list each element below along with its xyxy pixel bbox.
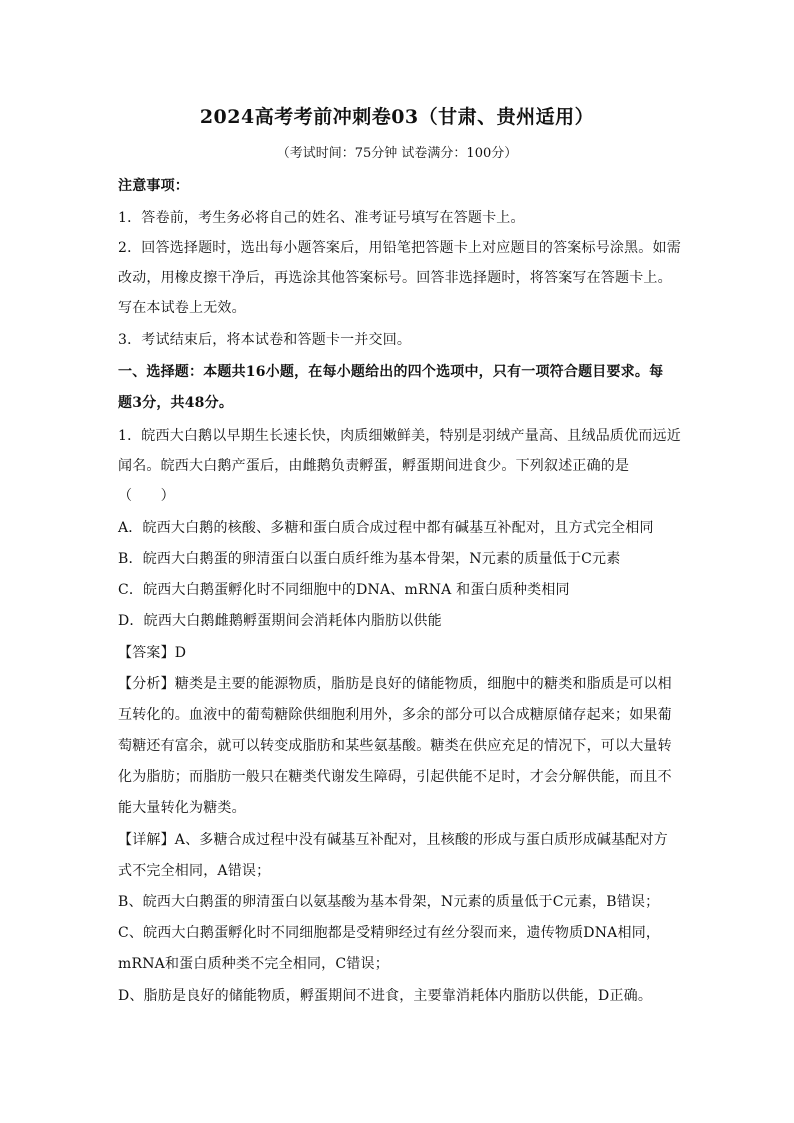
question-stem: 1．皖西大白鹅以早期生长速长快，肉质细嫩鲜美，特别是羽绒产量高、且绒品质优而远近 — [118, 428, 681, 444]
notice-item: 3．考试结束后，将本试卷和答题卡一并交回。 — [118, 332, 412, 348]
option-c: C．皖西大白鹅蛋孵化时不同细胞中的DNA、mRNA 和蛋白质种类相同 — [118, 582, 570, 598]
detail-line: 【详解】A、多糖合成过程中没有碱基互补配对，且核酸的形成与蛋白质形成碱基配对方 — [118, 832, 668, 848]
option-a: A．皖西大白鹅的核酸、多糖和蛋白质合成过程中都有碱基互补配对，且方式完全相同 — [118, 520, 654, 536]
notice-heading: 注意事项： — [118, 178, 189, 194]
section-heading: 一、选择题：本题共16小题，在每小题给出的四个选项中，只有一项符合题目要求。每 — [118, 364, 664, 380]
question-stem-bracket: （ ） — [118, 488, 175, 504]
notice-item: 1．答卷前，考生务必将自己的姓名、准考证号填写在答题卡上。 — [118, 210, 525, 226]
notice-item: 2．回答选择题时，选出每小题答案后，用铅笔把答题卡上对应题目的答案标号涂黑。如需 — [118, 240, 681, 256]
answer: 【答案】D — [118, 645, 187, 661]
analysis-line: 互转化的。血液中的葡萄糖除供细胞利用外，多余的部分可以合成糖原储存起来；如果葡 — [118, 707, 672, 723]
analysis-line: 萄糖还有富余，就可以转变成脂肪和某些氨基酸。糖类在供应充足的情况下，可以大量转 — [118, 738, 672, 754]
detail-line: B、皖西大白鹅蛋的卵清蛋白以氨基酸为基本骨架，N元素的质量低于C元素，B错误； — [118, 894, 660, 910]
analysis-line: 【分析】糖类是主要的能源物质，脂肪是良好的储能物质，细胞中的糖类和脂质是可以相 — [118, 676, 672, 692]
analysis-line: 化为脂肪；而脂肪一般只在糖类代谢发生障碍，引起供能不足时，才会分解供能，而且不 — [118, 769, 672, 785]
detail-line: 式不完全相同，A错误； — [118, 863, 271, 879]
analysis-line: 能大量转化为糖类。 — [118, 800, 246, 816]
notice-item: 改动，用橡皮擦干净后，再选涂其他答案标号。回答非选择题时，将答案写在答题卡上。 — [118, 270, 672, 286]
question-stem: 闻名。皖西大白鹅产蛋后，由雌鹅负责孵蛋，孵蛋期间进食少。下列叙述正确的是 — [118, 458, 630, 474]
exam-info: （考试时间：75分钟 试卷满分：100分） — [276, 146, 518, 161]
option-d: D．皖西大白鹅雌鹅孵蛋期间会消耗体内脂肪以供能 — [118, 613, 442, 629]
page-title: 2024高考考前冲刺卷03（甘肃、贵州适用） — [199, 106, 595, 128]
section-heading: 题3分，共48分。 — [118, 395, 234, 411]
notice-item: 写在本试卷上无效。 — [118, 300, 246, 316]
detail-line: D、脂肪是良好的储能物质，孵蛋期间不进食，主要靠消耗体内脂肪以供能，D正确。 — [118, 988, 653, 1004]
detail-line: mRNA和蛋白质种类不完全相同，C错误； — [118, 956, 389, 972]
detail-line: C、皖西大白鹅蛋孵化时不同细胞都是受精卵经过有丝分裂而来，遗传物质DNA相同， — [118, 925, 661, 941]
option-b: B．皖西大白鹅蛋的卵清蛋白以蛋白质纤维为基本骨架，N元素的质量低于C元素 — [118, 551, 621, 567]
